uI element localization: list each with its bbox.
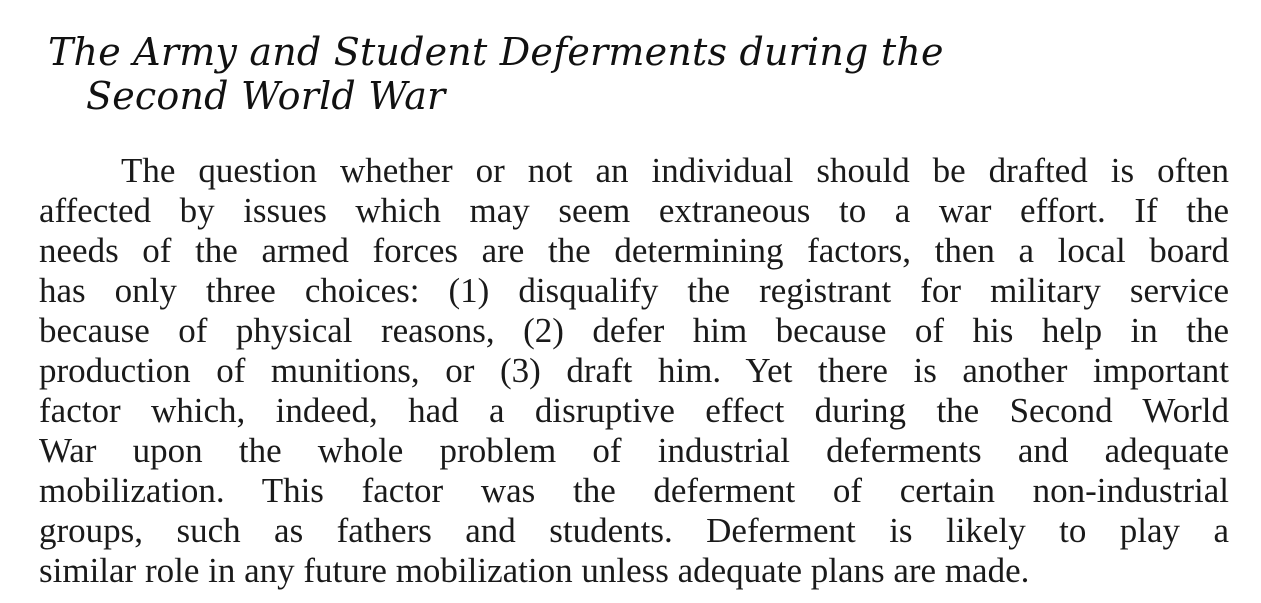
paragraph-line: The question whether or not an individual should be drafted is often <box>121 151 1229 190</box>
article-title-line-2: Second World War <box>86 74 446 118</box>
paragraph-line: similar role in any future mobilization unless adequate plans are made. <box>39 551 1030 590</box>
paragraph-line: mobilization. This factor was the deferment of certain non-industrial <box>39 471 1229 510</box>
paragraph-line: affected by issues which may seem extraneous to a war effort. If the <box>39 191 1229 230</box>
paragraph-line: has only three choices: (1) disqualify the registrant for military service <box>39 271 1229 310</box>
article-title <box>48 30 944 118</box>
paragraph-line: factor which, indeed, had a disruptive effect during the Second World <box>39 391 1229 430</box>
paragraph-line: War upon the whole problem of industrial deferments and adequate <box>39 431 1229 470</box>
paragraph-line: because of physical reasons, (2) defer him because of his help in the <box>39 311 1229 350</box>
paragraph-line: groups, such as fathers and students. Deferment is likely to play a <box>39 511 1229 550</box>
paragraph-line: needs of the armed forces are the determining factors, then a local board <box>39 231 1229 270</box>
article-title-line-1: The Army and Student Deferments during the <box>48 30 944 74</box>
paragraph-line: production of munitions, or (3) draft him. Yet there is another important <box>39 351 1229 390</box>
article-paragraph <box>39 151 1229 591</box>
